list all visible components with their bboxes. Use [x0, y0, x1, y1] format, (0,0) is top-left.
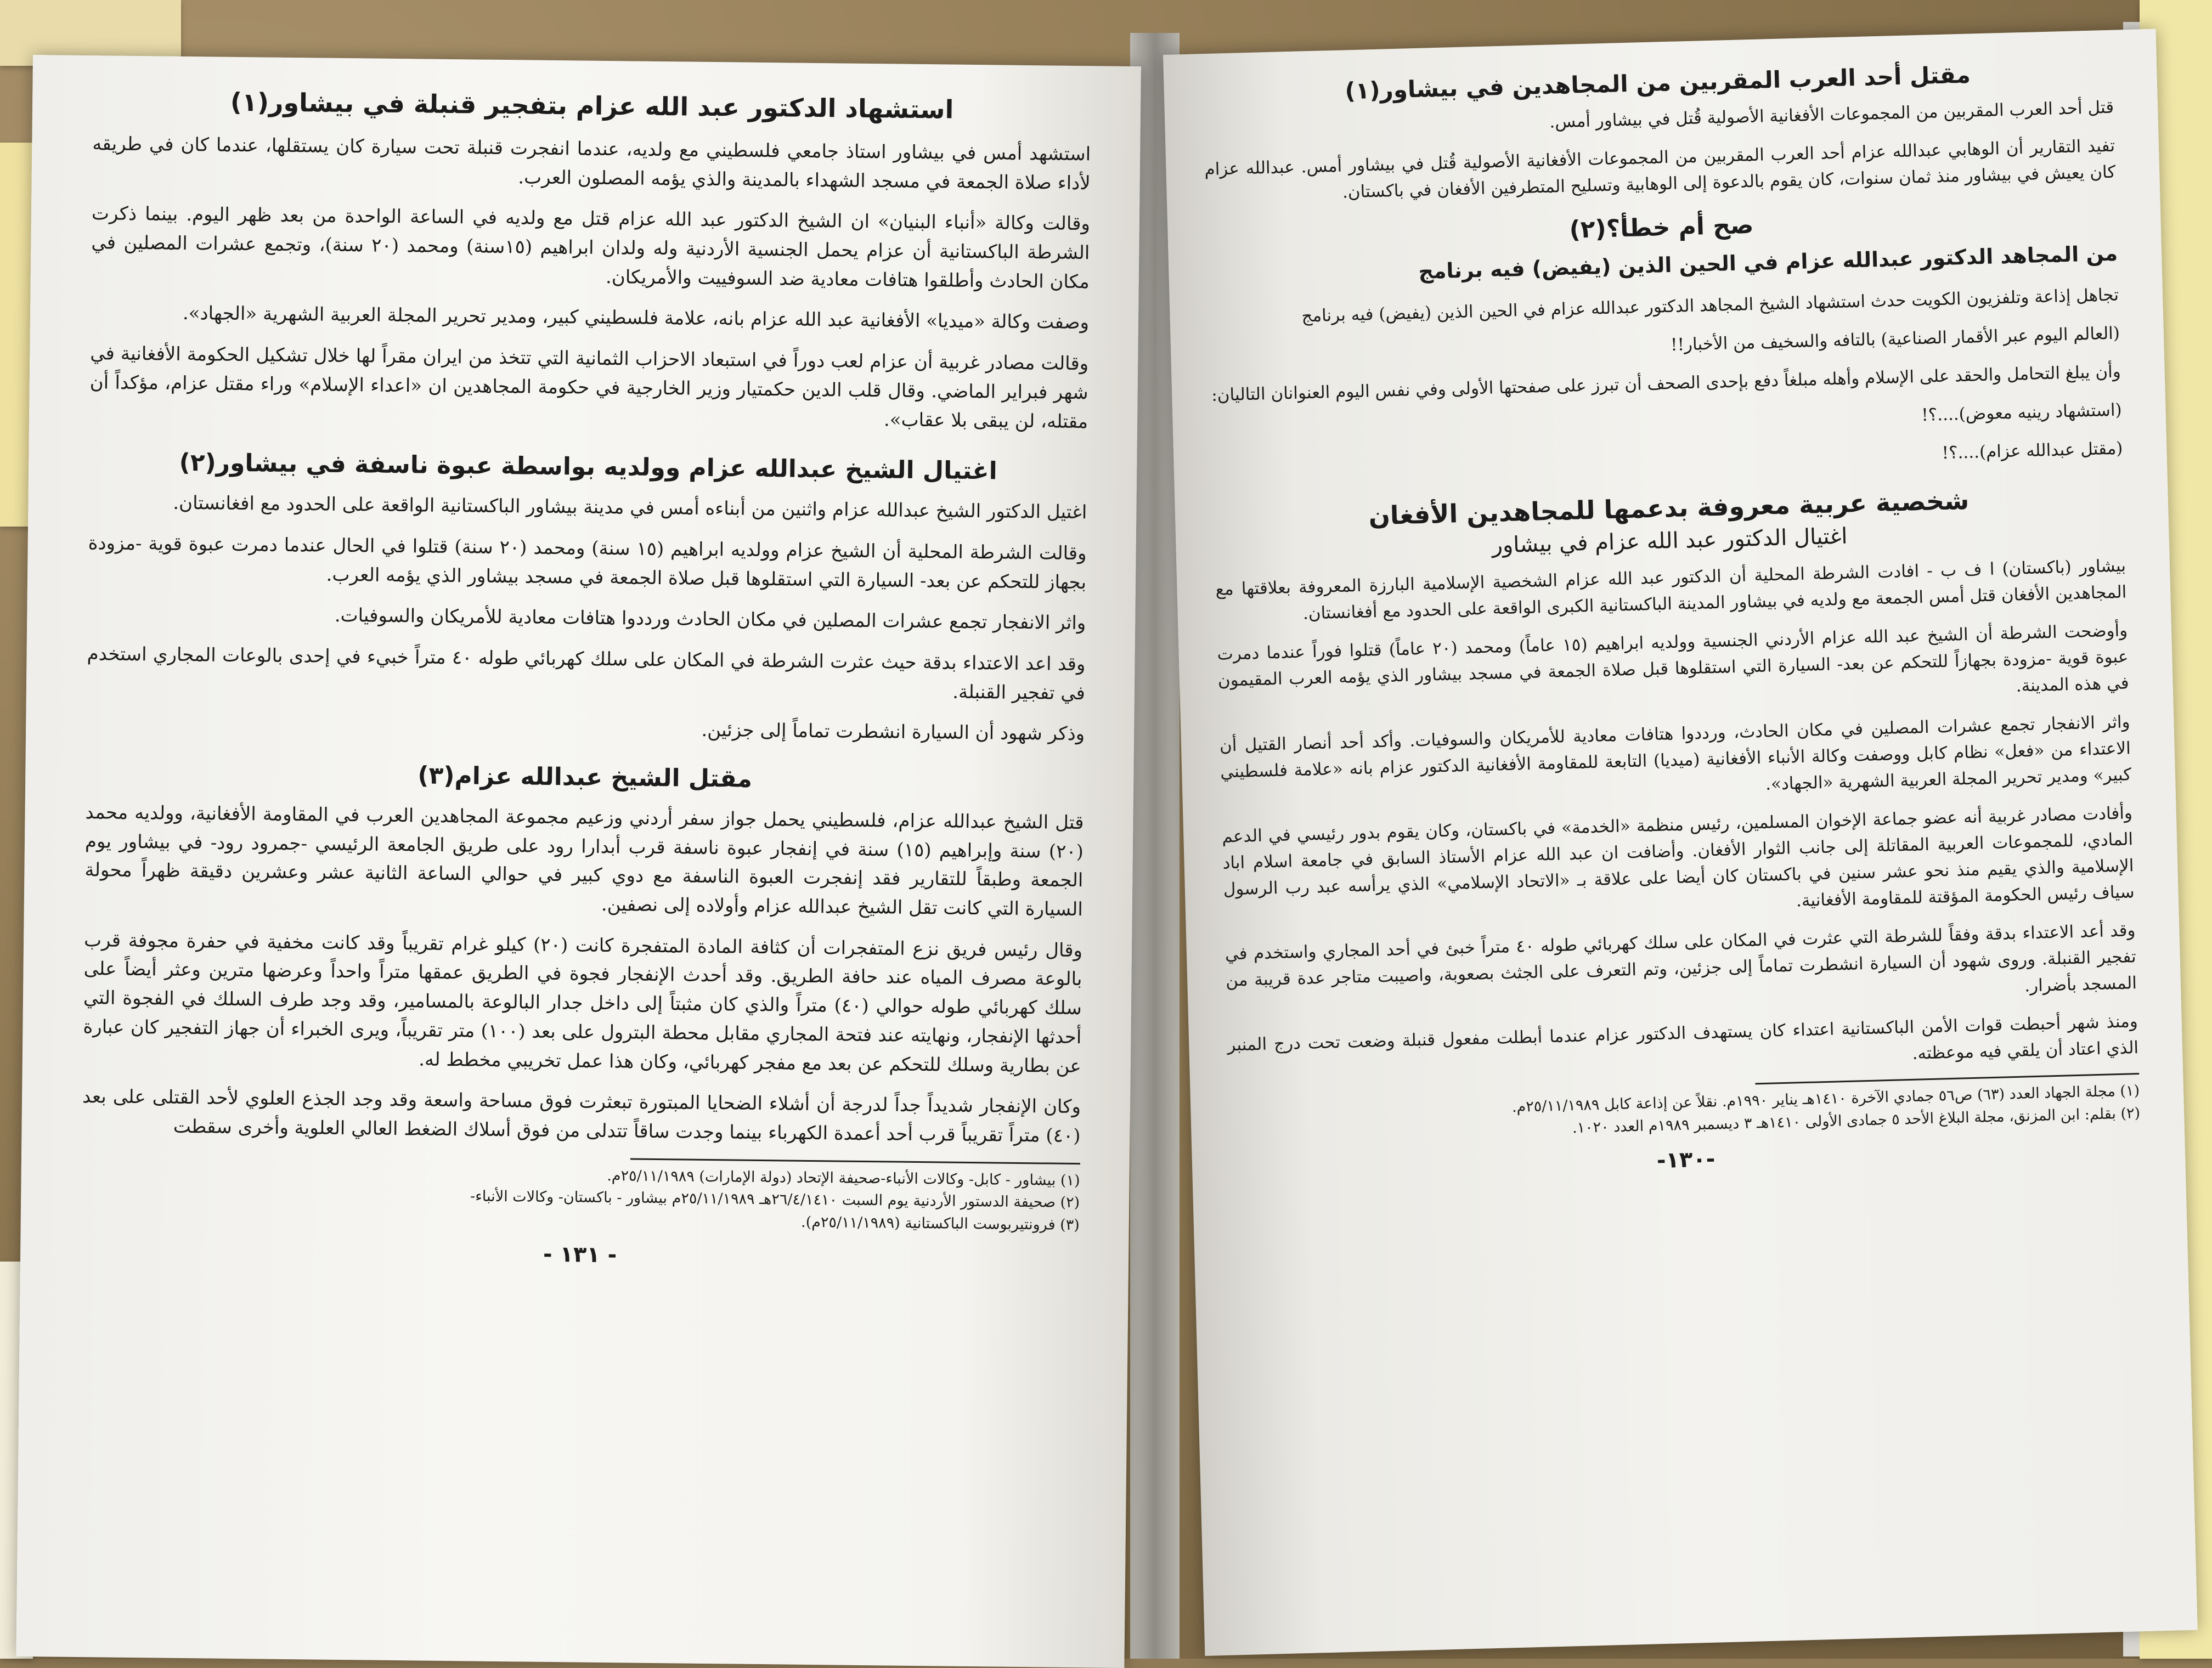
footnote: (١) مجلة الجهاد العدد (٦٣) ص٥٦ جمادي الآخرة ١٤١٠هـ يناير ١٩٩٠م. نقلاً عن إذاعة كابل ٢٥/١١/١٩٨٩م. [1511, 1082, 2140, 1116]
section-title: مقتل الشيخ عبدالله عزام(٣) [417, 761, 753, 793]
page-number: - ١٣١ - [543, 1241, 617, 1268]
paragraph: وقد أعد الاعتداء بدقة وفقاً للشرطة التي عثرت في المكان على سلك كهربائي طوله ٤٠ متراً خبئ في أحد المجاري واستخدم في تفجير القنبلة. وروى شهود أن السيارة انشطرت تماماً إلى جزئين، وتم التعرف على الجثث بصعوبة، واصيبت متاجر عدة قريبة من المسجد بأضرار. [1224, 920, 2137, 996]
paragraph: وأن يبلغ التحامل والحقد على الإسلام وأهله مبلغاً دفع بإحدى الصحف أن تبرز على صفحتها الأولى وفي نفس اليوم العنوانان التاليان: [1211, 361, 2121, 406]
section-title: صح أم خطأ؟(٢) [1568, 211, 1754, 244]
paragraph: وقالت الشرطة المحلية أن الشيخ عزام وولديه ابراهيم (١٥ سنة) ومحمد (٢٠ سنة) قتلوا في الحال عندما دمرت عبوة قوية -مزودة بجهاز للتحكم عن بعد- السيارة التي استقلوها قبل صلاة الجمعة في مسجد بيشاور الذي يؤمه العرب. [88, 532, 1087, 593]
paragraph: وقالت مصادر غربية أن عزام لعب دوراً في استبعاد الاحزاب الثمانية التي تتخذ من ايران مقراً لها خلال تشكيل الحكومة الأفغانية في شهر فبراير الماضي. وقال قلب الدين حكمتيار وزير الخارجية في حكومة المجاهدين ان «اعداء الإسلام» وراء مقتل عزام، مؤكداً أن مقتله، لن يبقى بلا عقاب». [89, 342, 1089, 433]
paragraph: وقالت وكالة «أنباء البنيان» ان الشيخ الدكتور عبد الله عزام قتل مع ولديه في الساعة الواحدة من بعد ظهر اليوم. بينما ذكرت الشرطة الباكستانية أن عزام يحمل الجنسية الأردنية وله ولدان ابراهيم (١٥سنة) ومحمد (٢٠ سنة)، وتجمع عشرات المصلين في مكان الحادث وأطلقوا هتافات معادية ضد السوفييت والأمريكان. [91, 202, 1091, 293]
footnote: (٢) بقلم: ابن المزنق، مجلة البلاغ الأحد ٥ جمادى الأولى ١٤١٠هـ ٣ ديسمبر ١٩٨٩م العدد ١٠٢٠. [1572, 1104, 2141, 1136]
paragraph: (العالم اليوم عبر الأقمار الصناعية) بالتافه والسخيف من الأخبار!! [1670, 323, 2120, 355]
paragraph: وأوضحت الشرطة أن الشيخ عبد الله عزام الأردني الجنسية وولديه ابراهيم (١٥ عاماً) ومحمد (٢٠ عاماً) قتلوا فوراً عندما دمرت عبوة قوية -مزودة بجهازاً للتحكم عن بعد- السيارة التي استقلوها قبل صلاة الجمعة في مسجد بيشاور الذي يؤمه العرب المقيمون في هذه المدينة. [1217, 620, 2130, 697]
paragraph: وأفادت مصادر غربية أنه عضو جماعة الإخوان المسلمين، رئيس منظمة «الخدمة» في باكستان، وكان يقوم بدور رئيسي في الدعم المادي، للمجموعات العربية المقاتلة إلى جانب الثوار الأفغان. وأضافت ان عبد الله عزام الأستاذ السابق في جامعة اسلام اباد الإسلامية والذي يقيم منذ نحو عشر سنين في باكستان كان أيضا على علاقة بـ «الاتحاد الإسلامي» الذي يرأسه عبد رب الرسول سياف رئيس الحكومة المؤقتة للمقاومة الأفغانية. [1221, 802, 2135, 911]
footnote: (٣) فرونتيربوست الباكستانية (٢٥/١١/١٩٨٩م). [800, 1213, 1080, 1234]
paragraph: بيشاور (باكستان) ا ف ب - افادت الشرطة المحلية أن الدكتور عبد الله عزام الشخصية الإسلامية البارزة المعروفة بعلاقتها مع المجاهدين الأفغان قتل أمس الجمعة مع ولديه في بيشاور المدينة الباكستانية الكبرى الواقعة على الحدود مع أفغانستان. [1215, 556, 2127, 624]
section-title: اغتيال الشيخ عبدالله عزام وولديه بواسطة عبوة ناسفة في بيشاور(٢) [179, 449, 997, 485]
right-page-text [1202, 58, 2141, 1185]
paragraph: وصفت وكالة «ميديا» الأفغانية عبد الله عزام بانه، علامة فلسطيني كبير، ومدير تحرير المجلة العربية الشهرية «الجهاد». [182, 302, 1090, 334]
paragraph: تفيد التقارير أن الوهابي عبدالله عزام أحد العرب المقربين من المجموعات الأفغانية الأصولية قُتل في بيشاور أمس. عبدالله عزام كان يعيش في بيشاور منذ ثمان سنوات، كان يقوم بالدعوة إلى الوهابية وتسليح المتطرفين الأفغان في باكستان. [1204, 135, 2116, 202]
section-subtitle: اغتيال الدكتور عبد الله عزام في بيشاور [1492, 523, 1848, 558]
footnote-rule [630, 1158, 1080, 1164]
paragraph: قتل الشيخ عبدالله عزام، فلسطيني يحمل جواز سفر أردني وزعيم مجموعة المجاهدين العرب في المقاومة الأفغانية، وولديه محمد (٢٠) سنة وإبراهيم (١٥) سنة في إنفجار عبوة ناسفة قرب أبدارا رود على طريق الجامعة الرئيسي -جمرود رود- في بيشاور يوم الجمعة وطبقاً للتقارير فقد إنفجرت العبوة الناسفة مع دوي كبير في حوالي الساعة الثانية عشر وعشرين دقيقة ظهراً محولة السيارة التي كانت تقل الشيخ عبدالله عزام وأولاده إلى نصفين. [84, 801, 1084, 921]
paragraph: تجاهل إذاعة وتلفزيون الكويت حدث استشهاد الشيخ المجاهد الدكتور عبدالله عزام في الحين الذين (يفيض) فيه برنامج [1301, 285, 2119, 326]
page-number: -١٣٠- [1656, 1146, 1716, 1174]
section-title: مقتل أحد العرب المقربين من المجاهدين في بيشاور(١) [1344, 61, 1971, 105]
footnote: (٢) صحيفة الدستور الأردنية يوم السبت ٢٦/٤/١٤١٠هـ ٢٥/١١/١٩٨٩م بيشاور - باكستان- وكالات الأنباء- [470, 1188, 1080, 1212]
lead-line: قتل أحد العرب المقربين من المجموعات الأفغانية الأصولية قُتل في بيشاور أمس. [1549, 97, 2114, 132]
paragraph: (مقتل عبدالله عزام)....؟! [1942, 438, 2123, 463]
paragraph: واثر الانفجار تجمع عشرات المصلين في مكان الحادث ورددوا هتافات معادية للأمريكان والسوفيات. [334, 604, 1086, 635]
right-page [1163, 29, 2198, 1656]
section-title: استشهاد الدكتور عبد الله عزام بتفجير قنبلة في بيشاور(١) [230, 87, 954, 125]
section-title: شخصية عربية معروفة بدعمها للمجاهدين الأفغان [1368, 485, 1970, 531]
paragraph: وقال رئيس فريق نزع المتفجرات أن كثافة المادة المتفجرة كانت (٢٠) كيلو غرام تقريباً وقد كانت مخفية في حفرة مجوفة قرب بالوعة مصرف المياه عند حافة الطريق. وقد أحدث الإنفجار فجوة في الطريق عمقها متراً واحداً وعرضها مترين وعثر أيضاً على سلك كهربائي طوله حوالي (٤٠) متراً والذي كان مثبتاً إلى داخل جدار البالوعة بالمسامير، وقد وجد طرف السلك في الفجوة التي أحدثها الإنفجار، ونهايته عند فتحة المجاري مقابل محطة البترول على بعد (١٠٠) متر تقريباً، ويرى الخبراء أن جهاز التفجير كان عبارة عن بطارية وسلك للتحكم عن بعد مع مفجر كهربائي، وكان هذا عمل تخريبي مخطط له. [83, 929, 1083, 1077]
left-page-text [81, 86, 1091, 1273]
paragraph: ومنذ شهر أحبطت قوات الأمن الباكستانية اعتداء كان يستهدف الدكتور عزام عندما أبطلت مفعول قنبلة وضعت تحت درج المنبر الذي اعتاد أن يلقي فيه موعظته. [1227, 1011, 2139, 1064]
paragraph: وقد اعد الاعتداء بدقة حيث عثرت الشرطة في المكان على سلك كهربائي طوله ٤٠ متراً خبيء في إحدى بالوعات المجاري استخدم في تفجير القنبلة. [87, 643, 1086, 704]
left-page [16, 55, 1141, 1668]
paragraph: وكان الإنفجار شديداً جداً لدرجة أن أشلاء الضحايا المبتورة تبعثرت فوق مساحة واسعة وقد وجد الجذع العلوي لأحد القتلى على بعد (٤٠) متراً تقريباً قرب أحد أعمدة الكهرباء بينما وجدت ساقاً تتدلى من فوق أسلاك الضغط العالي العلوية وأخرى سقطت [82, 1085, 1081, 1147]
footnote: (١) بيشاور - كابل- وكالات الأنباء-صحيفة الإتحاد (دولة الإمارات) ٢٥/١١/١٩٨٩م. [607, 1167, 1080, 1189]
paragraph: واثر الانفجار تجمع عشرات المصلين في مكان الحادث، ورددوا هتافات معادية للأمريكان والسوفيات. وأكد أحد أنصار القتيل أن الاعتداء من «فعل» نظام كابل ووصفت وكالة الأنباء الأفغانية (ميديا) التابعة للمقاومة الأفغانية الدكتور عزام بانه «علامة فلسطيني كبير» ومدير تحرير المجلة العربية الشهرية «الجهاد». [1219, 711, 2132, 794]
paragraph: وذكر شهود أن السيارة انشطرت تماماً إلى جزئين. [701, 719, 1085, 745]
paragraph: استشهد أمس في بيشاور استاذ جامعي فلسطيني مع ولديه، عندما انفجرت قنبلة تحت سيارة كان يستقلها، عندما كان في طريقه لأداء صلاة الجمعة في مسجد الشهداء بالمدينة والذي يؤمه المصلون العرب. [92, 133, 1091, 194]
paragraph: اغتيل الدكتور الشيخ عبدالله عزام واثنين من أبناءه أمس في مدينة بيشاور الباكستانية الواقعة على الحدود مع افغانستان. [173, 491, 1087, 524]
bold-line: من المجاهد الدكتور عبدالله عزام في الحين الذين (يفيض) فيه برنامج [1418, 241, 2118, 284]
paragraph: (استشهاد رينيه معوض)....؟! [1921, 400, 2123, 426]
